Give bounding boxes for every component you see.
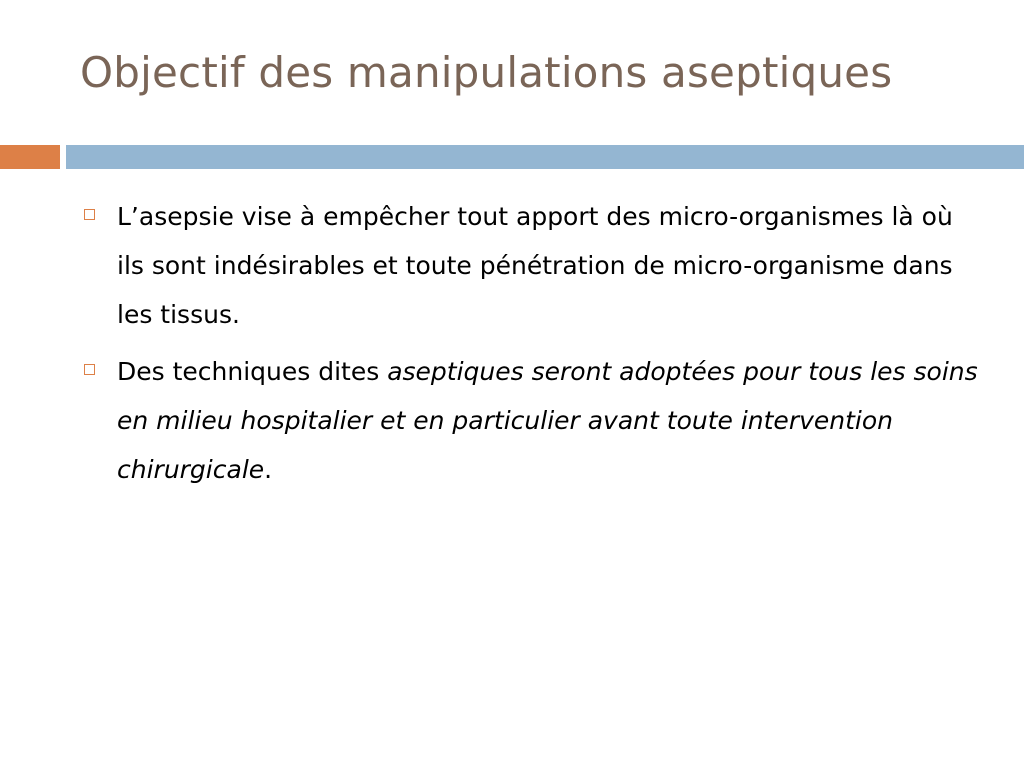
bullet-text-2-normal: Des techniques dites xyxy=(117,357,388,386)
bullet-list xyxy=(82,192,982,502)
bullet-text-2-end: . xyxy=(264,455,273,484)
square-bullet-icon xyxy=(84,364,95,375)
bullet-text-2-italic: aseptiques seront adoptées pour tous les soins en milieu hospitalier et en particulier avant toute intervention chirurgicale xyxy=(117,357,978,484)
bullet-item-1 xyxy=(82,192,982,339)
accent-bar-orange xyxy=(0,145,60,169)
bullet-item-2 xyxy=(82,347,982,494)
slide-title: Objectif des manipulations aseptiques xyxy=(80,48,893,97)
square-bullet-icon xyxy=(84,209,95,220)
bullet-text-1: L’asepsie vise à empêcher tout apport des micro-organismes là où ils sont indésirables et toute pénétration de micro-organisme dans les tissus. xyxy=(117,202,953,329)
accent-bar-blue xyxy=(66,145,1024,169)
